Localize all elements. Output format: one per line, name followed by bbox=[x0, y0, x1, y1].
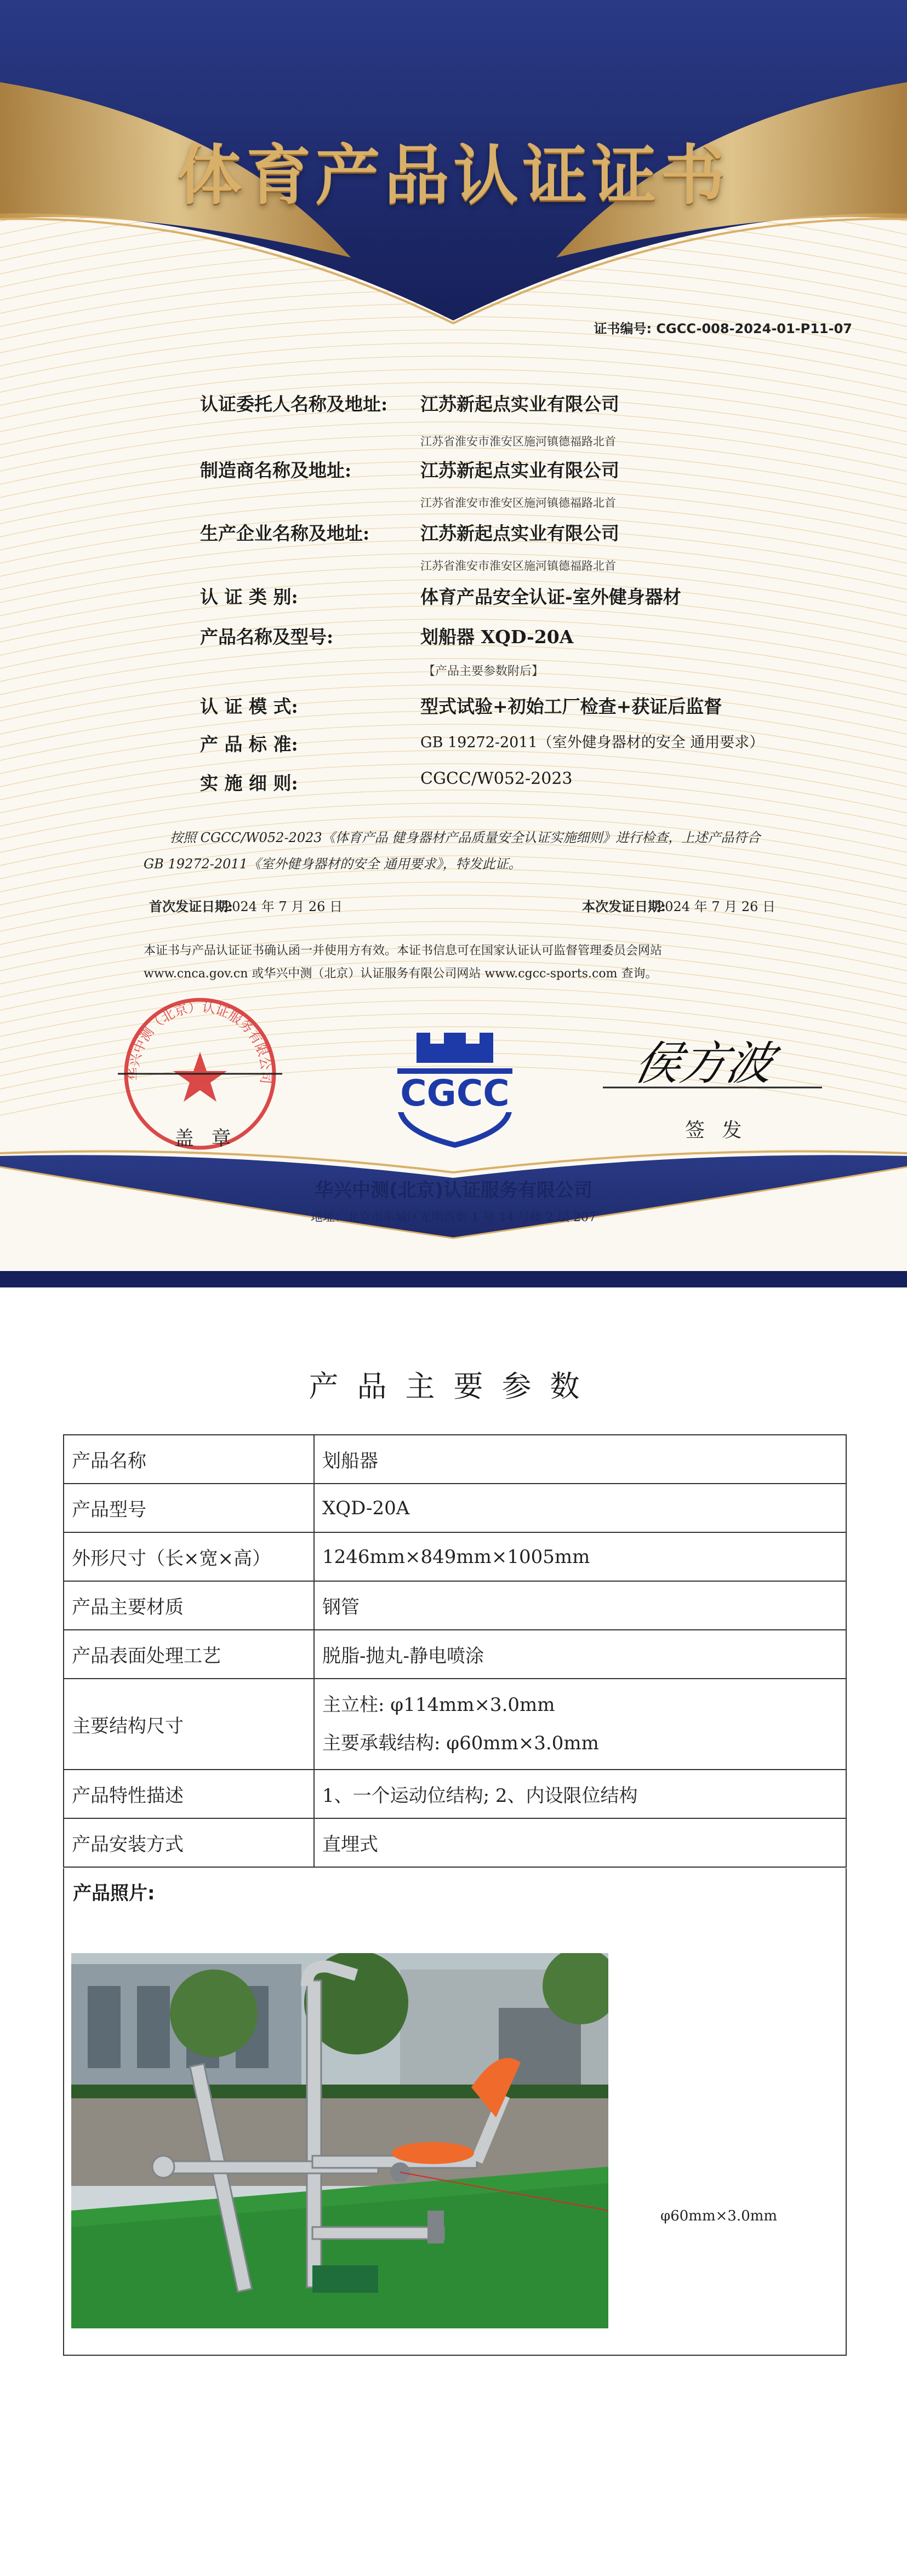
param-key: 产品特性描述 bbox=[64, 1770, 314, 1818]
row-label: 产 品 标 准: bbox=[200, 734, 298, 755]
row-value: 江苏新起点实业有限公司 bbox=[420, 523, 619, 544]
row-manufacturer bbox=[200, 456, 748, 480]
row-factory bbox=[200, 519, 748, 543]
signature-text: 侯方波 bbox=[629, 1037, 779, 1091]
row-mode bbox=[200, 692, 748, 717]
first-issue-label: 首次发证日期: bbox=[149, 898, 233, 914]
row-value: 体育产品安全认证-室外健身器材 bbox=[420, 586, 681, 608]
issuer-address: 地址：北京市东城区光明西街 1 号 14 号楼 2 层 207 bbox=[311, 1211, 596, 1224]
certificate-note: 本证书与产品认证证书确认函一并使用方有效。本证书信息可在国家认证认可监督管理委员会网站 www.cnca.gov.cn 或华兴中测（北京）认证服务有限公司网站 www.cgcc-sports.com 查询。 bbox=[144, 944, 663, 981]
table-row bbox=[64, 1818, 846, 1867]
sign-label: 签 发 bbox=[685, 1119, 748, 1142]
param-key: 外形尺寸（长×宽×高） bbox=[64, 1532, 314, 1581]
row-rules bbox=[200, 769, 748, 793]
this-issue-label: 本次发证日期: bbox=[582, 898, 666, 914]
table-row bbox=[64, 1532, 846, 1581]
product-photo bbox=[71, 1953, 608, 2328]
row-value: 划船器 XQD-20A bbox=[420, 626, 574, 648]
param-line: 主要承载结构: φ60mm×3.0mm bbox=[322, 1732, 599, 1754]
param-key: 产品主要材质 bbox=[64, 1581, 314, 1630]
row-client bbox=[200, 390, 748, 414]
param-value-multi bbox=[314, 1679, 846, 1770]
client-address: 江苏省淮安市淮安区施河镇德福路北首 bbox=[420, 435, 616, 448]
row-label: 认 证 模 式: bbox=[200, 696, 298, 717]
row-value: 江苏新起点实业有限公司 bbox=[420, 393, 619, 415]
table-row bbox=[64, 1630, 846, 1679]
table-row bbox=[64, 1435, 846, 1484]
param-value: XQD-20A bbox=[314, 1484, 846, 1532]
param-value: 脱脂-抛丸-静电喷涂 bbox=[314, 1630, 846, 1679]
row-value: 型式试验+初始工厂检查+获证后监督 bbox=[420, 696, 722, 717]
param-value: 直埋式 bbox=[314, 1818, 846, 1867]
row-value: GB 19272-2011（室外健身器材的安全 通用要求） bbox=[420, 734, 765, 751]
seal-text: 华兴中测（北京）认证服务有限公司 bbox=[126, 999, 274, 1085]
cgcc-logo bbox=[378, 1024, 532, 1148]
seal-label: 盖 章 bbox=[174, 1127, 237, 1150]
param-key: 产品名称 bbox=[64, 1435, 314, 1484]
param-value: 1、一个运动位结构; 2、内设限位结构 bbox=[314, 1770, 846, 1818]
manufacturer-address: 江苏省淮安市淮安区施河镇德福路北首 bbox=[420, 496, 616, 510]
param-value: 1246mm×849mm×1005mm bbox=[314, 1532, 846, 1581]
table-row bbox=[64, 1679, 846, 1770]
param-key: 产品表面处理工艺 bbox=[64, 1630, 314, 1679]
row-label: 认证委托人名称及地址: bbox=[200, 393, 388, 415]
param-key: 主要结构尺寸 bbox=[64, 1679, 314, 1770]
factory-address: 江苏省淮安市淮安区施河镇德福路北首 bbox=[420, 559, 616, 573]
photo-label: 产品照片: bbox=[73, 1882, 155, 1904]
params-table bbox=[63, 1434, 847, 1868]
certificate-number: 证书编号: CGCC-008-2024-01-P11-07 bbox=[594, 321, 852, 336]
table-row bbox=[64, 1581, 846, 1630]
params-note: 【产品主要参数附后】 bbox=[423, 665, 544, 678]
certificate-page bbox=[0, 0, 907, 1287]
this-issue-date: 2024 年 7 月 26 日 bbox=[657, 899, 776, 914]
photo-callout: φ60mm×3.0mm bbox=[660, 2208, 778, 2224]
row-value: CGCC/W052-2023 bbox=[420, 769, 573, 788]
row-label: 制造商名称及地址: bbox=[200, 460, 352, 481]
param-key: 产品型号 bbox=[64, 1484, 314, 1532]
row-label: 认 证 类 别: bbox=[200, 586, 298, 608]
certificate-statement: 按照 CGCC/W052-2023《体育产品 健身器材产品质量安全认证实施细则》进行检查，上述产品符合 GB 19272-2011《室外健身器材的安全 通用要求》，特发此证。 bbox=[144, 830, 761, 872]
param-value: 钢管 bbox=[314, 1581, 846, 1630]
param-value: 划船器 bbox=[314, 1435, 846, 1484]
params-title: 产品主要参数 bbox=[309, 1369, 598, 1404]
row-standard bbox=[200, 730, 765, 755]
issuer-name: 华兴中测(北京)认证服务有限公司 bbox=[314, 1180, 593, 1201]
certificate-title: 体育产品认证证书 bbox=[177, 138, 730, 213]
param-key: 产品安装方式 bbox=[64, 1818, 314, 1867]
first-issue-date: 2024 年 7 月 26 日 bbox=[224, 899, 343, 914]
row-product bbox=[200, 623, 748, 647]
table-row bbox=[64, 1770, 846, 1818]
table-row bbox=[64, 1484, 846, 1532]
param-line: 主立柱: φ114mm×3.0mm bbox=[322, 1694, 555, 1716]
logo-text: CGCC bbox=[400, 1072, 510, 1114]
row-label: 产品名称及型号: bbox=[200, 626, 334, 648]
row-value: 江苏新起点实业有限公司 bbox=[420, 460, 619, 481]
row-category bbox=[200, 583, 748, 607]
row-label: 实 施 细 则: bbox=[200, 772, 298, 794]
signature bbox=[603, 1024, 822, 1112]
row-label: 生产企业名称及地址: bbox=[200, 523, 370, 544]
